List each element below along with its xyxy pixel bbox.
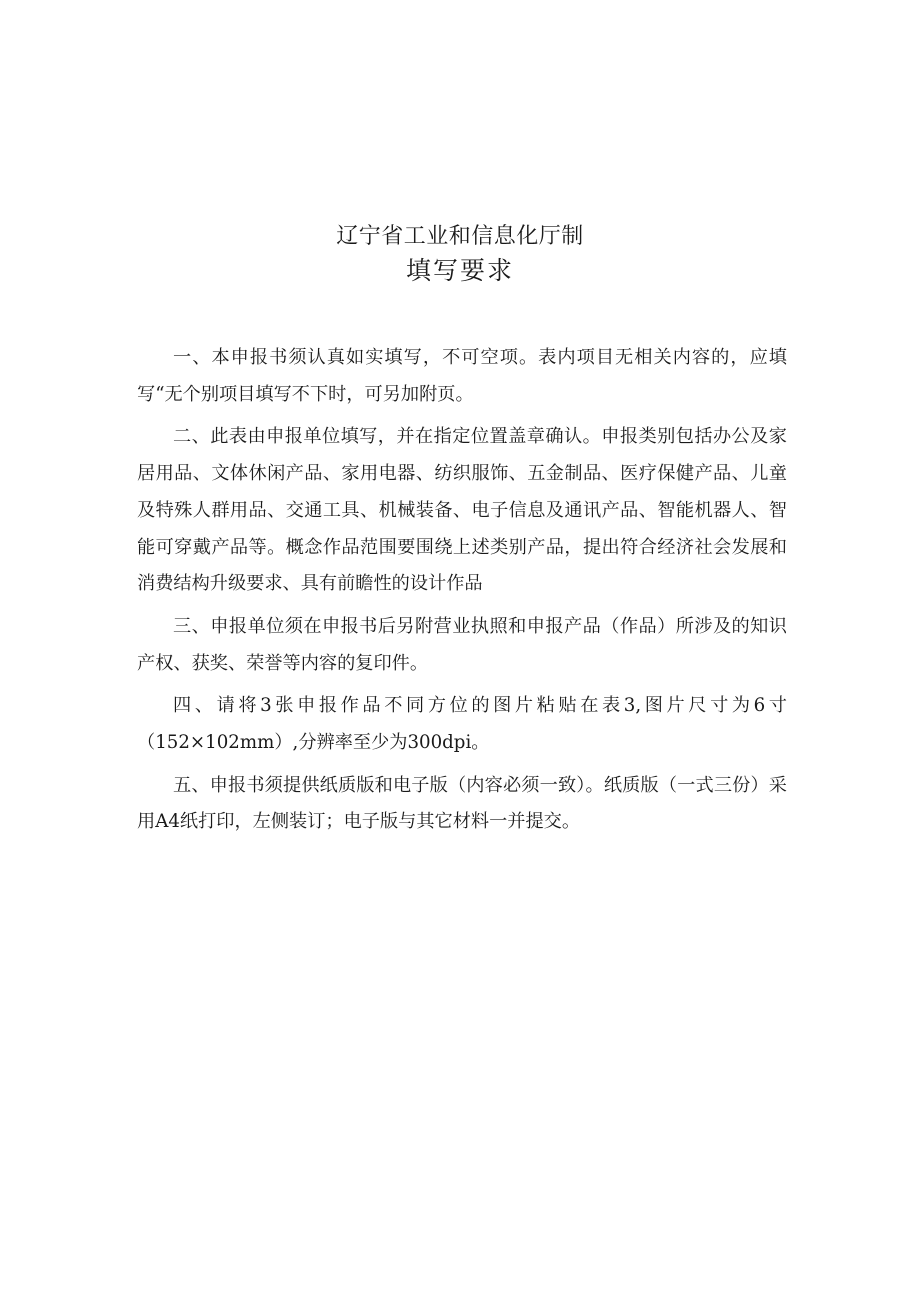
requirement-item-1: 一、本申报书须认真如实填写，不可空项。表内项目无相关内容的，应填写“无个别项目填写不下时，可另加附页。 — [137, 347, 787, 405]
requirement-item-3: 三、申报单位须在申报书后另附营业执照和申报产品（作品）所涉及的知识产权、获奖、荣誉等内容的复印件。 — [137, 615, 787, 674]
page-title: 填写要求 — [405, 256, 514, 285]
issuer-line: 辽宁省工业和信息化厅制 — [336, 224, 584, 249]
requirement-item-4: 四、请将3张申报作品不同方位的图片粘贴在表3,图片尺寸为6寸（152×102mm）,分辨率至少为300dpi。 — [137, 695, 787, 754]
requirement-item-5: 五、申报书须提供纸质版和电子版（内容必须一致）。纸质版（一式三份）采用A4纸打印，左侧装订；电子版与其它材料一并提交。 — [137, 774, 787, 833]
requirements-list — [137, 340, 787, 847]
requirement-item-2: 二、此表由申报单位填写，并在指定位置盖章确认。申报类别包括办公及家居用品、文体休闲产品、家用电器、纺织服饰、五金制品、医疗保健产品、儿童及特殊人群用品、交通工具、机械装备、电子信息及通讯产品、智能机器人、智能可穿戴产品等。概念作品范围要围绕上述类别产品，提出符合经济社会发展和消费结构升级要求、具有前瞻性的设计作品 — [137, 426, 787, 595]
